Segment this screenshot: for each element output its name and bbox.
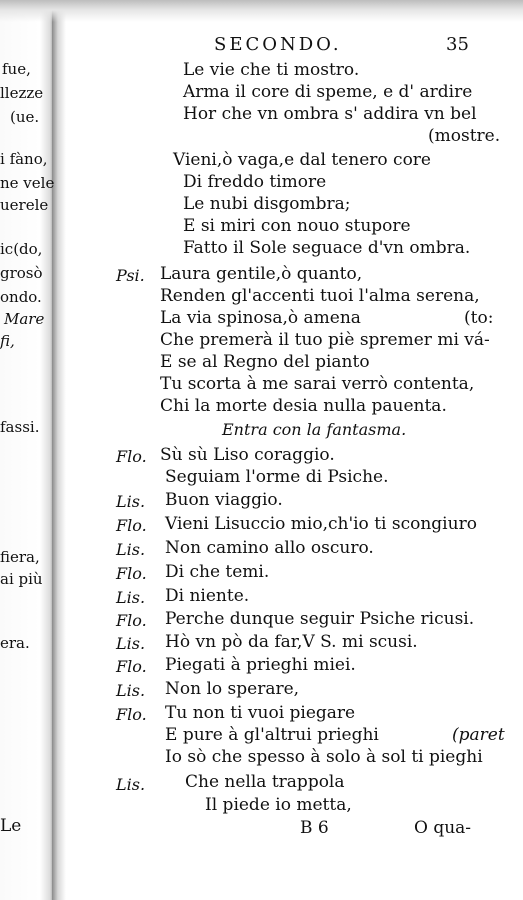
speaker-label: Lis. bbox=[116, 540, 146, 559]
verse-line: Arma il core di speme, e d' ardire bbox=[183, 82, 473, 102]
verse-line: Il piede io metta, bbox=[205, 795, 352, 815]
speaker-label: Flo. bbox=[116, 657, 147, 676]
left-fragment: (ue. bbox=[10, 108, 40, 126]
left-fragment: era. bbox=[0, 634, 30, 652]
left-fragment: uerele bbox=[0, 196, 49, 214]
left-fragment: ondo. bbox=[0, 288, 42, 306]
verse-line: Perche dunque seguir Psiche ricusi. bbox=[165, 609, 475, 629]
left-fragment: fue, bbox=[2, 60, 31, 78]
verse-turnover: (to: bbox=[464, 308, 494, 328]
verse-line: Che nella trappola bbox=[185, 772, 345, 792]
stage-direction: Entra con la fantasma. bbox=[222, 420, 407, 439]
verse-line: Tu non ti vuoi piegare bbox=[165, 703, 356, 723]
catchword: O qua- bbox=[414, 818, 472, 838]
verse-line: Vieni Lisuccio mio,ch'io ti scongiuro bbox=[165, 514, 477, 534]
speaker-label: Psi. bbox=[116, 266, 145, 285]
verse-line: Non camino allo oscuro. bbox=[165, 538, 374, 558]
speaker-label: Flo. bbox=[116, 611, 147, 630]
verse-line: Io sò che spesso à solo à sol ti pieghi bbox=[165, 747, 483, 767]
page-top-shadow bbox=[0, 0, 523, 22]
verse-line: Piegati à prieghi miei. bbox=[165, 655, 356, 675]
verse-turnover: (mostre. bbox=[428, 126, 501, 146]
running-title: SECONDO. bbox=[214, 34, 342, 55]
verse-line: Buon viaggio. bbox=[165, 490, 283, 510]
speaker-label: Lis. bbox=[116, 492, 146, 511]
verse-line: Che premerà il tuo piè spremer mi vá- bbox=[160, 330, 490, 350]
verse-line: Di freddo timore bbox=[183, 172, 327, 192]
verse-line: Hor che vn ombra s' addira vn bel bbox=[183, 104, 477, 124]
left-fragment: ne vele bbox=[0, 174, 55, 192]
verse-line: Sù sù Liso coraggio. bbox=[160, 445, 335, 465]
verse-line: La via spinosa,ò amena bbox=[160, 308, 361, 328]
speaker-label: Lis. bbox=[116, 775, 146, 794]
left-fragment: Mare bbox=[4, 310, 45, 328]
verse-line: Le nubi disgombra; bbox=[183, 194, 351, 214]
speaker-label: Flo. bbox=[116, 564, 147, 583]
verse-turnover: (paret bbox=[452, 725, 505, 745]
verse-line: Laura gentile,ò quanto, bbox=[160, 264, 363, 284]
verse-line: Chi la morte desia nulla pauenta. bbox=[160, 396, 447, 416]
verse-line: Le vie che ti mostro. bbox=[183, 60, 360, 80]
left-fragment: grosò bbox=[0, 264, 43, 282]
facing-page-fragment bbox=[0, 0, 55, 900]
book-gutter bbox=[52, 0, 66, 900]
speaker-label: Lis. bbox=[116, 634, 146, 653]
verse-line: E se al Regno del pianto bbox=[160, 352, 370, 372]
left-fragment: ic(do, bbox=[0, 240, 43, 258]
verse-line: Seguiam l'orme di Psiche. bbox=[165, 467, 389, 487]
verse-line: Di che temi. bbox=[165, 562, 270, 582]
verse-line: Di niente. bbox=[165, 586, 250, 606]
verse-line: Non lo sperare, bbox=[165, 679, 300, 699]
speaker-label: Flo. bbox=[116, 447, 147, 466]
verse-line: Fatto il Sole seguace d'vn ombra. bbox=[183, 238, 471, 258]
page-number: 35 bbox=[446, 34, 469, 55]
verse-line: Tu scorta à me sarai verrò contenta, bbox=[160, 374, 475, 394]
verse-line: E si miri con nouo stupore bbox=[183, 216, 411, 236]
left-fragment: llezze bbox=[0, 84, 44, 102]
signature-mark: B 6 bbox=[300, 818, 329, 838]
speaker-label: Flo. bbox=[116, 705, 147, 724]
left-fragment: i fàno, bbox=[0, 150, 48, 168]
left-fragment: fiera, bbox=[0, 548, 40, 566]
verse-line: E pure à gl'altrui prieghi bbox=[165, 725, 379, 745]
speaker-label: Lis. bbox=[116, 681, 146, 700]
speaker-label: Flo. bbox=[116, 516, 147, 535]
left-fragment: fi, bbox=[0, 332, 15, 350]
left-fragment: fassi. bbox=[0, 418, 40, 436]
speaker-label: Lis. bbox=[116, 588, 146, 607]
left-fragment: ai più bbox=[0, 570, 43, 588]
verse-line: Renden gl'accenti tuoi l'alma serena, bbox=[160, 286, 480, 306]
verse-line: Hò vn pò da far,V S. mi scusi. bbox=[165, 632, 418, 652]
verse-line: Vieni,ò vaga,e dal tenero core bbox=[173, 150, 431, 170]
left-fragment: Le bbox=[0, 816, 22, 836]
